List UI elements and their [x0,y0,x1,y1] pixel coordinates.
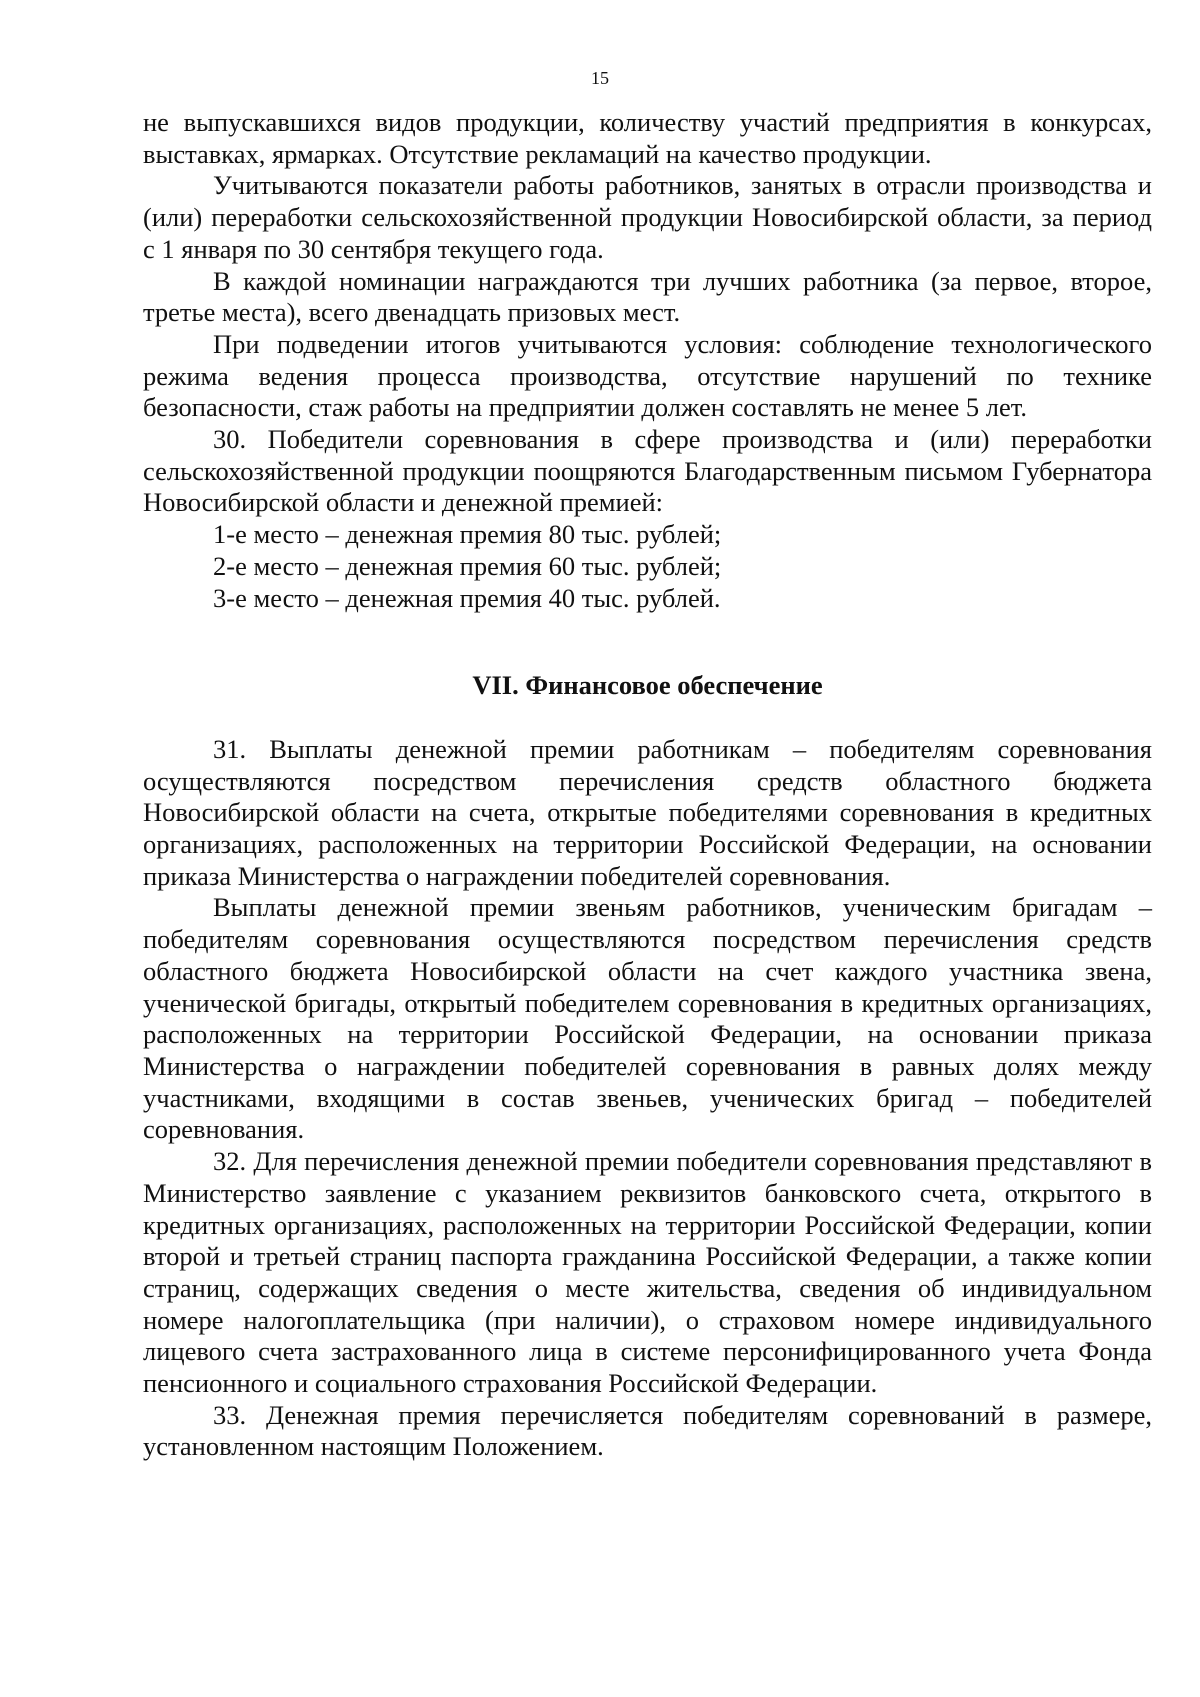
page-number: 15 [591,68,609,88]
paragraph-continuation: не выпускавшихся видов продукции, количеству участий предприятия в конкурсах, выставках, ярмарках. Отсутствие рекламаций на качество продукции. [143,107,1152,169]
paragraph-32: 32. Для перечисления денежной премии победители соревнования представляют в Министерство заявление с указанием реквизитов банковского счета, открытого в кредитных организациях, расположенных на территории Российской Федерации, копии второй и третьей страниц паспорта гражданина Российской Федерации, а также копии страниц, содержащих сведения о месте жительства, сведения об индивидуальном номере налогоплательщика (при наличии), о страховом номере индивидуального лицевого счета застрахованного лица в системе персонифицированного учета Фонда пенсионного и социального страхования Российской Федерации. [143,1146,1152,1399]
paragraph-33: 33. Денежная премия перечисляется победителям соревнований в размере, установленном настоящим Положением. [143,1399,1152,1462]
paragraph-30: 30. Победители соревнования в сфере производства и (или) переработки сельскохозяйственной продукции поощряются Благодарственным письмом Губернатора Новосибирской области и денежной премией: [143,424,1152,518]
prize-second-place: 2-е место – денежная премия 60 тыс. рублей; [213,550,722,581]
paragraph-nominations: В каждой номинации награждаются три лучших работника (за первое, второе, третье места), всего двенадцать призовых мест. [143,265,1152,328]
prize-third-place: 3-е место – денежная премия 40 тыс. рублей. [213,582,721,613]
paragraph-conditions: При подведении итогов учитываются условия: соблюдение технологического режима ведения процесса производства, отсутствие нарушений по технике безопасности, стаж работы на предприятии должен составлять не менее 5 лет. [143,328,1152,423]
paragraph-31-second: Выплаты денежной премии звеньям работников, ученическим бригадам – победителям соревнования осуществляются посредством перечисления средств областного бюджета Новосибирской области на счет каждого участника звена, ученической бригады, открытый победителем соревнования в кредитных организациях, расположенных на территории Российской Федерации, на основании приказа Министерства о награждении победителей соревнования в равных долях между участниками, входящими в состав звеньев, ученических бригад – победителей соревнования. [143,892,1152,1145]
paragraph-indicators: Учитываются показатели работы работников, занятых в отрасли производства и (или) переработки сельскохозяйственной продукции Новосибирской области, за период с 1 января по 30 сентября текущего года. [143,170,1152,264]
section-title: VII. Финансовое обеспечение [472,670,823,701]
document-body [143,107,1152,1463]
prize-first-place: 1-е место – денежная премия 80 тыс. рублей; [213,519,722,550]
paragraph-31: 31. Выплаты денежной премии работникам – победителям соревнования осуществляются посредством перечисления средств областного бюджета Новосибирской области на счета, открытые победителями соревнования в кредитных организациях, расположенных на территории Российской Федерации, на основании приказа Министерства о награждении победителей соревнования. [143,733,1152,891]
